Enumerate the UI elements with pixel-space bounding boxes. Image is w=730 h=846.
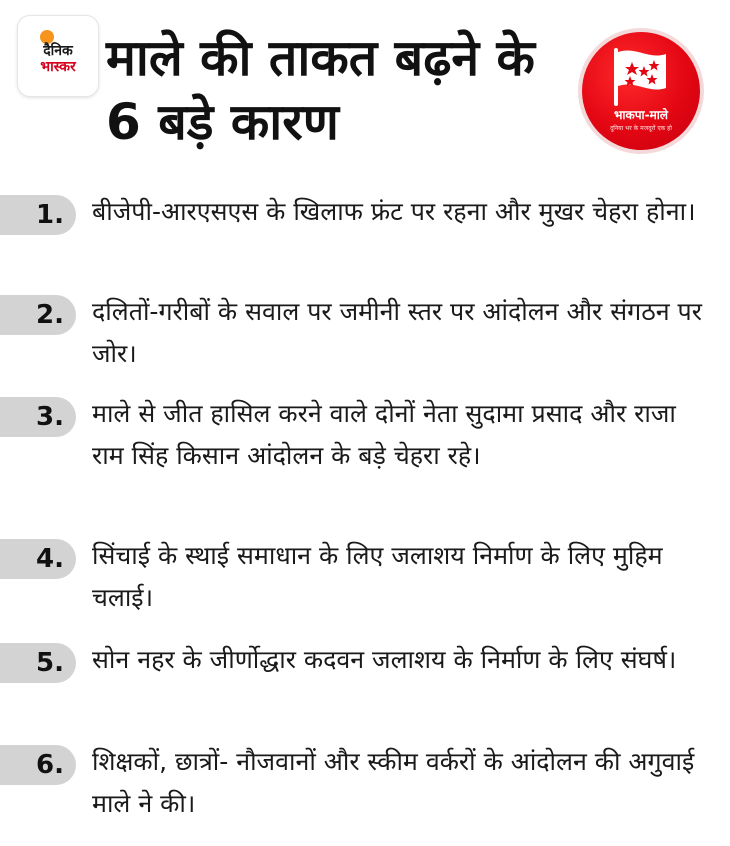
badge-party-name: भाकपा-माले bbox=[613, 108, 669, 122]
reason-number: 5. bbox=[0, 643, 76, 683]
reason-text: सिंचाई के स्थाई समाधान के लिए जलाशय निर्माण के लिए मुहिम चलाई। bbox=[92, 541, 663, 612]
reason-text: सोन नहर के जीर्णोद्धार कदवन जलाशय के निर्माण के लिए संघर्ष। bbox=[92, 645, 677, 674]
page-title: माले की ताकत बढ़ने के 6 बड़े कारण bbox=[106, 29, 535, 151]
logo-text-line2: भास्कर bbox=[40, 59, 76, 75]
reason-number: 2. bbox=[0, 295, 76, 335]
reason-text: माले से जीत हासिल करने वाले दोनों नेता सुदामा प्रसाद और राजा राम सिंह किसान आंदोलन के बड़े चेहरा रहे। bbox=[92, 399, 676, 470]
reason-number: 3. bbox=[0, 397, 76, 437]
reason-number: 6. bbox=[0, 745, 76, 785]
reason-number: 1. bbox=[0, 195, 76, 235]
reason-text: बीजेपी-आरएसएस के खिलाफ फ्रंट पर रहना और मुखर चेहरा होना। bbox=[92, 197, 696, 226]
badge-slogan: दुनिया भर के मजदूरों एक हो bbox=[610, 125, 672, 132]
reason-text: दलितों-गरीबों के सवाल पर जमीनी स्तर पर आंदोलन और संगठन पर जोर। bbox=[92, 297, 702, 368]
logo-text-line1: दैनिक bbox=[43, 43, 73, 59]
reason-number: 4. bbox=[0, 539, 76, 579]
reason-text: शिक्षकों, छात्रों- नौजवानों और स्कीम वर्करों के आंदोलन की अगुवाई माले ने की। bbox=[92, 747, 695, 818]
